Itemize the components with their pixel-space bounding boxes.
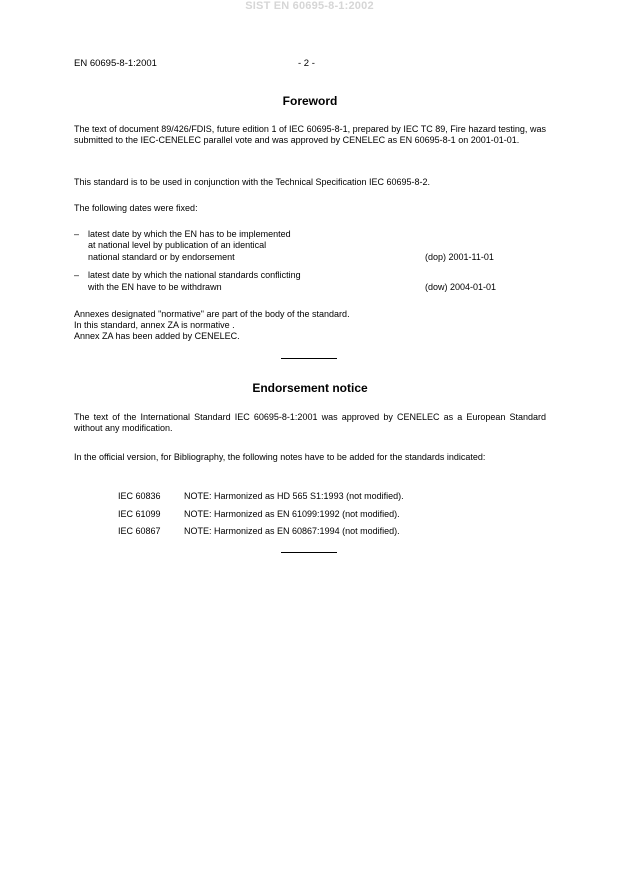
list-dash: – — [74, 270, 80, 280]
harmonization-note: NOTE: Harmonized as EN 60867:1994 (not modified). — [184, 526, 400, 536]
foreword-paragraph-2: This standard is to be used in conjunction with the Technical Specification IEC 60695-8-2. — [74, 177, 431, 187]
standard-code: IEC 61099 — [118, 509, 161, 519]
foreword-paragraph-3: The following dates were fixed: — [74, 203, 198, 213]
dop-date: (dop) 2001-11-01 — [425, 252, 494, 262]
endorsement-paragraph-2: In the official version, for Bibliography, the following notes have to be added for the standards indicated: — [74, 452, 486, 462]
list-item-line: latest date by which the national standards conflicting — [88, 270, 301, 280]
foreword-paragraph-1: The text of document 89/426/FDIS, future edition 1 of IEC 60695-8-1, prepared by IEC TC 89, Fire hazard testing, was submitted to the IEC-CENELEC parallel vote and was approved by CENELEC as EN 60695-8-1 on 2001-01-01. — [74, 124, 546, 145]
list-item-line: at national level by publication of an identical — [88, 240, 267, 250]
endorsement-paragraph-1: The text of the International Standard IEC 60695-8-1:2001 was approved by CENELEC as a European Standard without any modification. — [74, 412, 546, 433]
harmonization-note: NOTE: Harmonized as EN 61099:1992 (not modified). — [184, 509, 400, 519]
endorsement-title: Endorsement notice — [252, 381, 368, 395]
header-doc-id: EN 60695-8-1:2001 — [74, 58, 157, 69]
list-item-line: national standard or by endorsement — [88, 252, 235, 262]
list-item-line: with the EN have to be withdrawn — [88, 282, 222, 292]
annex-line: Annex ZA has been added by CENELEC. — [74, 331, 240, 341]
section-divider — [281, 552, 337, 553]
list-item-line: latest date by which the EN has to be implemented — [88, 229, 291, 239]
foreword-title: Foreword — [282, 94, 338, 108]
watermark: SIST EN 60695-8-1:2002 — [245, 0, 374, 12]
list-dash: – — [74, 229, 80, 239]
harmonization-note: NOTE: Harmonized as HD 565 S1:1993 (not modified). — [184, 491, 404, 501]
header-page-number: - 2 - — [298, 58, 315, 69]
standard-code: IEC 60867 — [118, 526, 161, 536]
dow-date: (dow) 2004-01-01 — [425, 282, 497, 292]
standard-code: IEC 60836 — [118, 491, 161, 501]
annex-line: Annexes designated "normative" are part of the body of the standard. — [74, 309, 350, 319]
annex-line: In this standard, annex ZA is normative . — [74, 320, 235, 330]
section-divider — [281, 358, 337, 359]
